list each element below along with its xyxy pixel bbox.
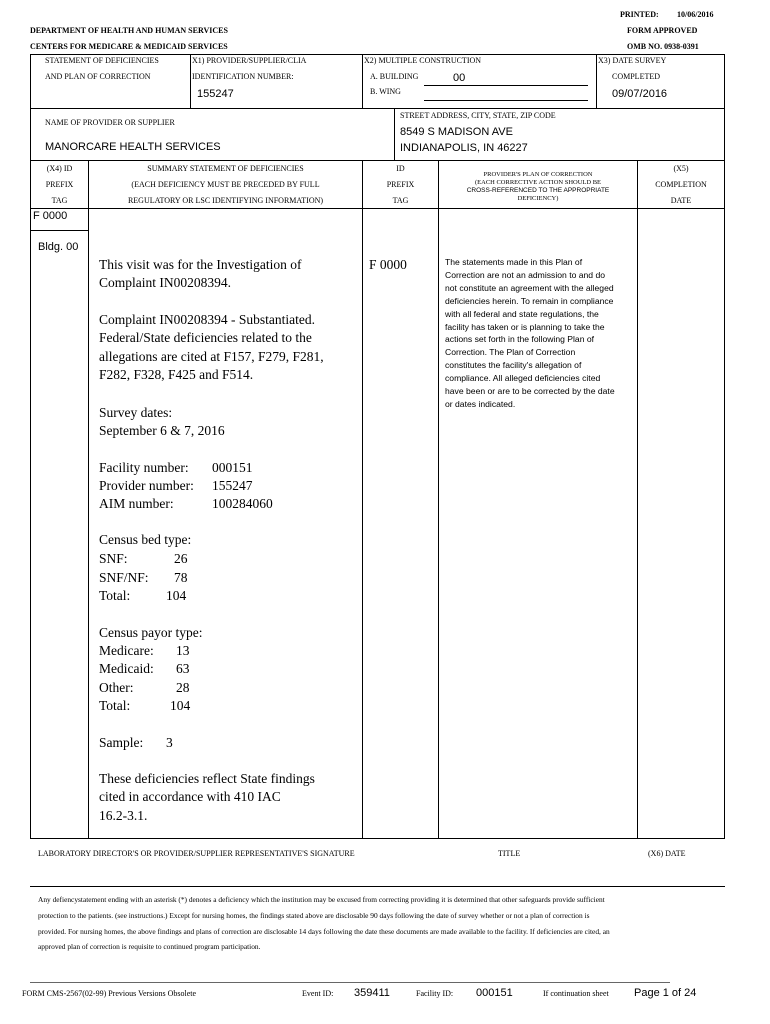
summary-p2-line3: allegations are cited at F157, F279, F281,	[99, 348, 324, 364]
box1-divider	[190, 54, 191, 108]
medicaid-value: 63	[176, 661, 190, 676]
page-number: Page 1 of 24	[634, 987, 697, 999]
payor-total-value: 104	[170, 698, 191, 713]
box2-line2: IDENTIFICATION NUMBER:	[192, 72, 294, 81]
printed-date: 10/06/2016	[677, 10, 714, 19]
facility-id-value: 000151	[476, 987, 513, 999]
building-label: A. BUILDING	[370, 72, 419, 81]
box3-divider	[596, 54, 597, 108]
summary-header-2: (EACH DEFICIENCY MUST BE PRECEDED BY FULL	[131, 180, 320, 189]
disclaimer-text: Any defiencystatement ending with an asterisk (*) denotes a deficiency which the institution may be excused from correcting providing it is determined that other safeguards provide sufficient protection to the patients. (see instructions.) Except for nursing homes, the findings stated above are disclosable 90 days following the date of survey whether or not a plan of correction is provided. For nursing homes, the above findings and plans of correction are disclosable 14 days following the date these documents are made available to the facility. If deficiencies are cited, an approved plan of correction is requisite to continued program participation.	[38, 895, 610, 952]
aim-number-value: 100284060	[212, 496, 273, 511]
address-line1: 8549 S MADISON AVE	[400, 126, 513, 138]
x5-header-1: (X5)	[673, 164, 689, 173]
plan-of-correction-text: The statements made in this Plan of Correction are not an admission to and do not constitute an agreement with the alleged deficiencies herein. To remain in compliance with all federal and state regulations, the facility has taken or is planning to take the actions set forth in the following Plan of Correction. The Plan of Correction constitutes the facility's allegation of compliance. All alleged deficiencies cited have been or are to be corrected by the date or dates indicated.	[445, 257, 615, 409]
event-id-value: 359411	[354, 987, 390, 999]
building-tag: Bldg. 00	[38, 241, 79, 253]
colhead-rule	[30, 208, 725, 209]
row1-rule	[30, 108, 725, 109]
payor-total-label: Total:	[99, 698, 131, 713]
summary-final	[99, 770, 315, 825]
aim-number-label: AIM number:	[99, 496, 174, 511]
snf-value: 26	[174, 551, 188, 566]
clia-number: 155247	[197, 88, 234, 100]
wing-label: B. WING	[370, 87, 401, 96]
col-divider-1	[88, 160, 89, 838]
id-header-2: PREFIX	[386, 180, 415, 189]
box2-line1: X1) PROVIDER/SUPPLIER/CLIA	[192, 56, 307, 65]
event-id-label: Event ID:	[302, 989, 334, 998]
summary-final-line1: These deficiencies reflect State findings	[99, 771, 315, 786]
sample-label: Sample:	[99, 735, 144, 750]
medicare-label: Medicare:	[99, 643, 154, 658]
medicaid-label: Medicaid:	[99, 661, 154, 676]
form-approved: FORM APPROVED	[627, 26, 698, 35]
tag-left: F 0000	[33, 210, 68, 222]
col-divider-4	[637, 160, 638, 838]
department-name: DEPARTMENT OF HEALTH AND HUMAN SERVICES	[30, 26, 228, 35]
signature-rule	[30, 886, 725, 887]
bed-total-value: 104	[166, 588, 187, 603]
survey-dates-value: September 6 & 7, 2016	[99, 423, 225, 439]
building-underline	[424, 85, 588, 86]
footer-rule	[30, 982, 670, 983]
medicare-value: 13	[176, 643, 190, 658]
date-label: (X6) DATE	[648, 849, 686, 858]
summary-text	[99, 256, 301, 293]
address-label: STREET ADDRESS, CITY, STATE, ZIP CODE	[400, 111, 556, 120]
census-payor-title: Census payor type:	[99, 625, 203, 640]
survey-dates-label: Survey dates:	[99, 405, 173, 420]
row2-rule	[30, 160, 725, 161]
other-label: Other:	[99, 680, 134, 695]
poc-header-1: PROVIDER'S PLAN OF CORRECTION	[483, 171, 593, 178]
snfnf-label: SNF/NF:	[99, 570, 149, 585]
poc-header-4: DEFICIENCY)	[517, 195, 559, 202]
bed-total-label: Total:	[99, 588, 131, 603]
survey-date: 09/07/2016	[612, 88, 668, 100]
signature-label: LABORATORY DIRECTOR'S OR PROVIDER/SUPPLIER REPRESENTATIVE'S SIGNATURE	[38, 849, 355, 858]
summary-p1-line1: This visit was for the Investigation of	[99, 257, 302, 272]
x5-header-2: COMPLETION	[655, 180, 707, 189]
provider-name: MANORCARE HEALTH SERVICES	[45, 141, 221, 153]
provider-number-value: 155247	[212, 478, 253, 493]
summary-p3	[99, 404, 225, 441]
snfnf-value: 78	[174, 570, 188, 585]
x4-header-3: TAG	[51, 196, 68, 205]
summary-final-line3: 16.2-3.1.	[99, 807, 148, 823]
wing-underline	[424, 100, 588, 101]
x5-header-3: DATE	[670, 196, 692, 205]
top-rule	[30, 54, 725, 55]
title-label: TITLE	[498, 849, 521, 858]
printed-label: PRINTED:	[620, 10, 659, 19]
summary-p2-line2: Federal/State deficiencies related to the	[99, 330, 312, 346]
facility-number-label: Facility number:	[99, 460, 189, 475]
x4-header-1: (X4) ID	[46, 164, 73, 173]
summary-final-line2: cited in accordance with 410 IAC	[99, 789, 281, 805]
x4-header-2: PREFIX	[45, 180, 74, 189]
box2-divider	[362, 54, 363, 108]
box1-line1: STATEMENT OF DEFICIENCIES	[45, 56, 159, 65]
summary-header-1: SUMMARY STATEMENT OF DEFICIENCIES	[147, 164, 304, 173]
box1-line2: AND PLAN OF CORRECTION	[45, 72, 151, 81]
col-divider-2	[362, 160, 363, 838]
omb-number: OMB NO. 0938-0391	[627, 42, 699, 51]
facility-number-value: 000151	[212, 460, 253, 475]
provider-divider	[394, 108, 395, 160]
cms-name: CENTERS FOR MEDICARE & MEDICAID SERVICES	[30, 42, 228, 51]
table-bottom-rule	[30, 838, 725, 839]
box3-title: X2) MULTIPLE CONSTRUCTION	[364, 56, 482, 65]
other-value: 28	[176, 680, 190, 695]
census-bed-title: Census bed type:	[99, 532, 192, 547]
col-divider-3	[438, 160, 439, 838]
summary-p2-line4: F282, F328, F425 and F514.	[99, 367, 254, 383]
address-line2: INDIANAPOLIS, IN 46227	[400, 142, 528, 154]
summary-p2	[99, 311, 324, 385]
id-header-1: ID	[396, 164, 405, 173]
box4-line1: X3) DATE SURVEY	[598, 56, 667, 65]
box4-line2: COMPLETED	[612, 72, 660, 81]
tag-right: F 0000	[369, 257, 407, 272]
right-border	[724, 54, 725, 838]
id-header-3: TAG	[392, 196, 409, 205]
facility-id-label: Facility ID:	[416, 989, 454, 998]
building-value: 00	[453, 72, 466, 84]
sample-value: 3	[166, 735, 173, 750]
poc-header-3: CROSS-REFERENCED TO THE APPROPRIATE	[466, 187, 610, 194]
summary-p2-line1: Complaint IN00208394 - Substantiated.	[99, 312, 315, 327]
form-number: FORM CMS-2567(02-99) Previous Versions Obsolete	[22, 989, 197, 998]
snf-label: SNF:	[99, 551, 128, 566]
provider-number-label: Provider number:	[99, 478, 194, 493]
continuation-label: If continuation sheet	[543, 989, 609, 998]
poc-header-2: (EACH CORRECTIVE ACTION SHOULD BE	[474, 179, 602, 186]
tag-left-rule	[30, 230, 88, 231]
summary-p1-line2: Complaint IN00208394.	[99, 275, 231, 291]
summary-header-3: REGULATORY OR LSC IDENTIFYING INFORMATION)	[127, 196, 324, 205]
provider-label: NAME OF PROVIDER OR SUPPLIER	[45, 118, 175, 127]
